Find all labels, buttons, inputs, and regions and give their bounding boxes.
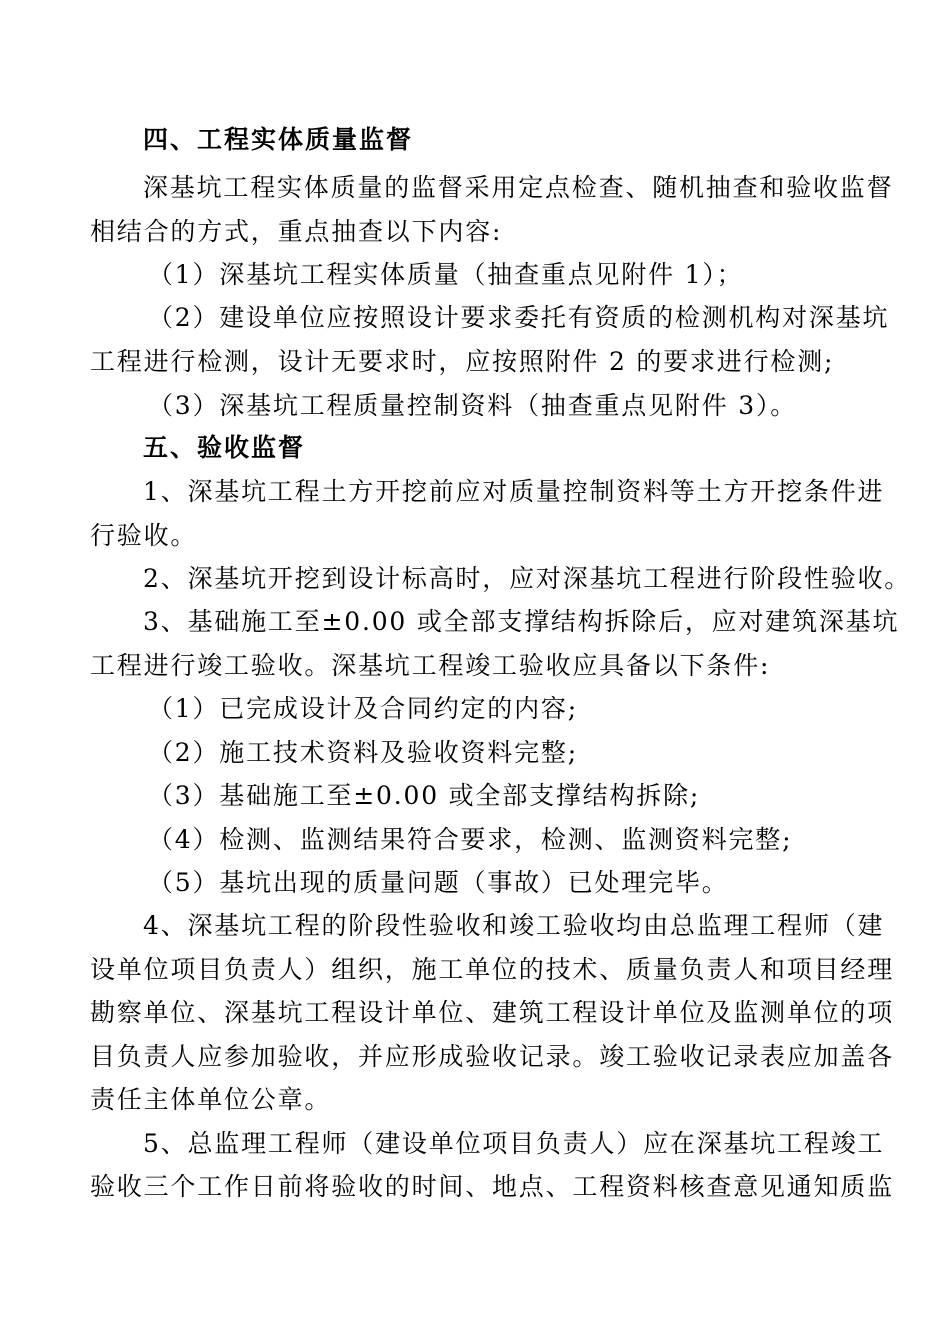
- paragraph-line: 设单位项目负责人）组织，施工单位的技术、质量负责人和项目经理: [90, 955, 895, 984]
- section-heading-4: 四、工程实体质量监督: [143, 125, 414, 154]
- paragraph-line: 勘察单位、深基坑工程设计单位、建筑工程设计单位及监测单位的项: [90, 998, 895, 1027]
- paragraph-line: 5、总监理工程师（建设单位项目负责人）应在深基坑工程竣工: [143, 1129, 885, 1158]
- paragraph-line: 工程进行竣工验收。深基坑工程竣工验收应具备以下条件:: [90, 651, 771, 680]
- paragraph-line: 工程进行检测，设计无要求时，应按照附件 2 的要求进行检测;: [90, 347, 835, 376]
- paragraph-line: 相结合的方式，重点抽查以下内容:: [90, 217, 503, 246]
- list-item: （2）施工技术资料及验收资料完整;: [148, 738, 578, 767]
- paragraph-line: 2、深基坑开挖到设计标高时，应对深基坑工程进行阶段性验收。: [143, 564, 912, 593]
- paragraph-line: 目负责人应参加验收，并应形成验收记录。竣工验收记录表应加盖各: [90, 1042, 895, 1071]
- paragraph-line: 验收三个工作日前将验收的时间、地点、工程资料核查意见通知质监: [90, 1172, 895, 1201]
- list-item: （4）检测、监测结果符合要求，检测、监测资料完整;: [148, 825, 793, 854]
- paragraph-line: 4、深基坑工程的阶段性验收和竣工验收均由总监理工程师（建: [143, 911, 885, 940]
- list-item: （1）深基坑工程实体质量（抽查重点见附件 1）；: [148, 260, 744, 289]
- list-item: （2）建设单位应按照设计要求委托有资质的检测机构对深基坑: [148, 303, 890, 332]
- paragraph-line: 行验收。: [90, 521, 198, 550]
- list-item: （3）基础施工至±0.00 或全部支撑结构拆除;: [148, 781, 701, 810]
- paragraph-line: 深基坑工程实体质量的监督采用定点检查、随机抽查和验收监督: [143, 173, 894, 202]
- list-item: （5）基坑出现的质量问题（事故）已处理完毕。: [148, 868, 729, 897]
- section-heading-5: 五、验收监督: [143, 433, 306, 462]
- list-item: （3）深基坑工程质量控制资料（抽查重点见附件 3）。: [148, 391, 798, 420]
- list-item: （1）已完成设计及合同约定的内容;: [148, 694, 578, 723]
- paragraph-line: 责任主体单位公章。: [90, 1085, 332, 1114]
- paragraph-line: 1、深基坑工程土方开挖前应对质量控制资料等土方开挖条件进: [143, 477, 885, 506]
- paragraph-line: 3、基础施工至±0.00 或全部支撑结构拆除后，应对建筑深基坑: [143, 607, 900, 636]
